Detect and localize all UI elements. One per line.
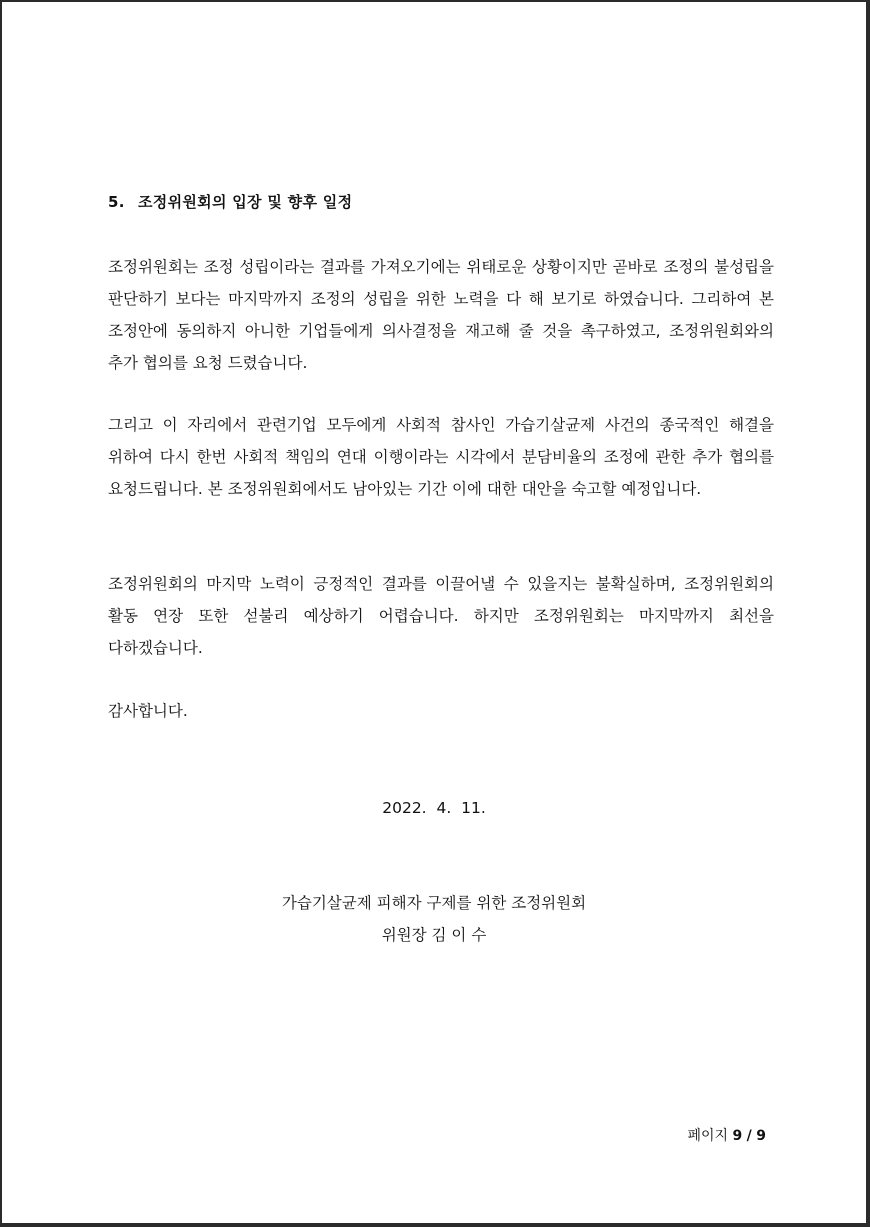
section-number: 5.	[108, 193, 125, 211]
total-pages: 9	[756, 1128, 766, 1144]
document-page	[2, 2, 866, 1223]
document-date: 2022. 4. 11.	[382, 799, 486, 817]
signature-block	[2, 887, 866, 951]
current-page: 9	[732, 1128, 743, 1144]
signature-chair: 위원장 김 이 수	[381, 926, 487, 944]
page-label: 페이지	[687, 1128, 729, 1144]
section-heading	[108, 191, 352, 212]
page-number-footer	[687, 1125, 766, 1145]
page-separator: /	[746, 1128, 752, 1144]
paragraph-additional-consultation: 그리고 이 자리에서 관련기업 모두에게 사회적 참사인 가습기살균제 사건의 종국적인 해결을 위하여 다시 한번 사회적 책임의 연대 이행이라는 시각에서 분담비율의 조정에 관한 추가 협의를 요청드립니다. 본 조정위원회에서도 남아있는 기간 이에 대한 대안을 숙고할 예정입니다.	[108, 416, 774, 498]
signature-organization: 가습기살균제 피해자 구제를 위한 조정위원회	[281, 894, 587, 912]
section-title: 조정위원회의 입장 및 향후 일정	[138, 193, 353, 211]
paragraph-mediation-status: 조정위원회는 조정 성립이라는 결과를 가져오기에는 위태로운 상황이지만 곧바로 조정의 불성립을 판단하기 보다는 마지막까지 조정의 성립을 위한 노력을 다 해 보기로 하였습니다. 그리하여 본 조정안에 동의하지 아니한 기업들에게 의사결정을 재고해 줄 것을 촉구하였고, 조정위원회와의 추가 협의를 요청 드렸습니다.	[108, 258, 774, 372]
paragraph-thanks: 감사합니다.	[108, 702, 188, 720]
paragraph-final-effort: 조정위원회의 마지막 노력이 긍정적인 결과를 이끌어낼 수 있을지는 불확실하며, 조정위원회의 활동 연장 또한 섣불리 예상하기 어렵습니다. 하지만 조정위원회는 마지막까지 최선을 다하겠습니다.	[108, 575, 774, 657]
